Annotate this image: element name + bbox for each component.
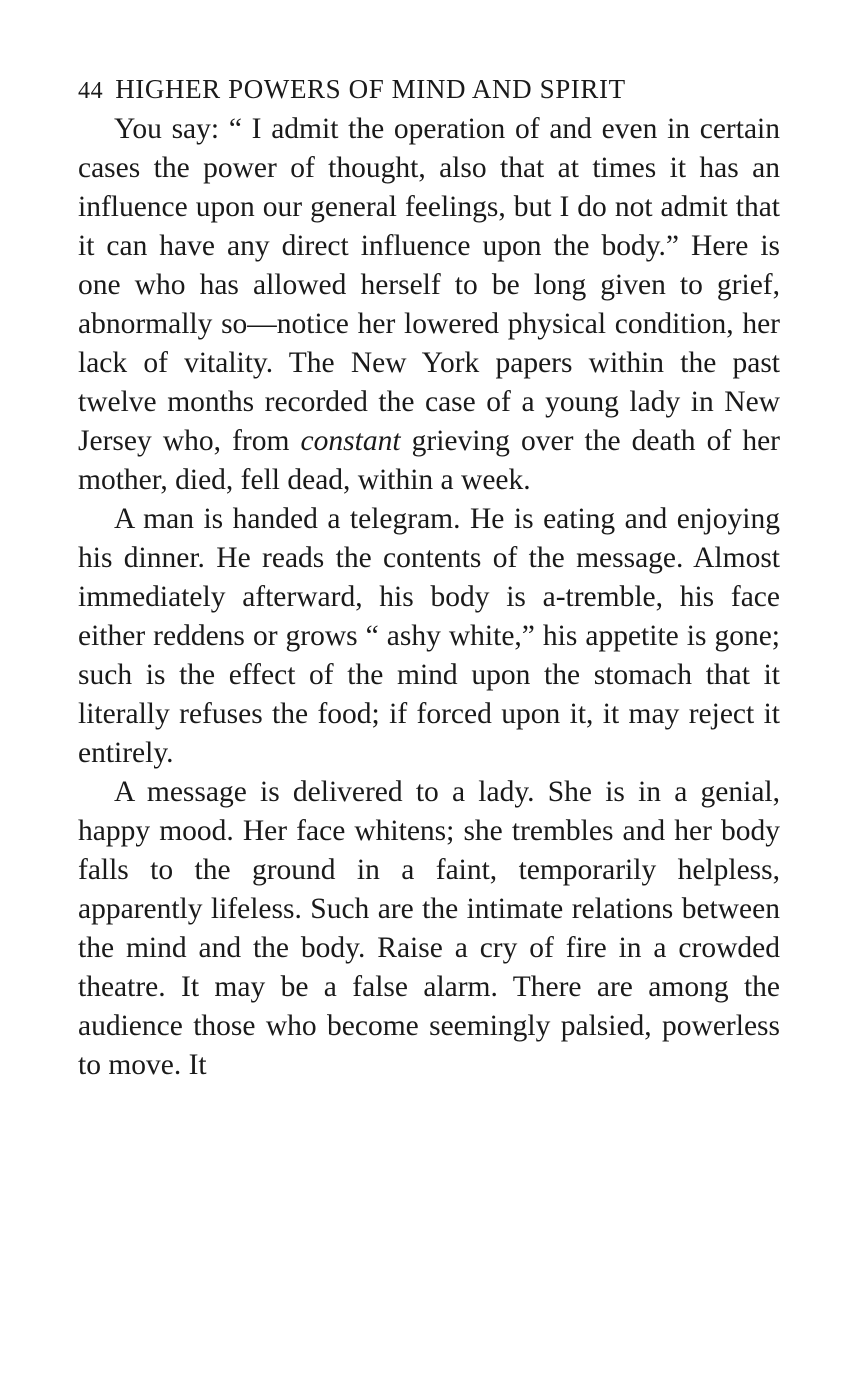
running-head <box>78 72 780 110</box>
emphasis-word: constant <box>300 425 401 457</box>
paragraph-2: A man is handed a telegram. He is eating and enjoying his dinner. He reads the contents of the message. Almost immediately afterward, his body is a-tremble, his face either reddens or grows “ ashy white,” his appetite is gone; such is the effect of the mind upon the stomach that it literally refuses the food; if forced upon it, it may reject it entirely. <box>78 503 780 769</box>
page-number: 44 <box>78 78 104 104</box>
paragraph-1-text-end: grieving over the death of her mother, died, fell dead, within a week. <box>78 425 780 496</box>
paragraph-1 <box>78 110 780 500</box>
book-page <box>78 72 780 1085</box>
paragraph-3: A message is delivered to a lady. She is in a genial, happy mood. Her face whitens; she trembles and her body falls to the ground in a faint, temporarily helpless, apparently lifeless. Such are the intimate relations between the mind and the body. Raise a cry of fire in a crowded theatre. It may be a false alarm. There are among the audience those who become seemingly palsied, powerless to move. It <box>78 776 780 1081</box>
running-title: HIGHER POWERS OF MIND AND SPIRIT <box>115 74 626 104</box>
paragraph-1-text: You say: “ I admit the operation of and even in certain cases the power of thought, also that at times it has an influence upon our general feelings, but I do not admit that it can have any direct influence upon the body.” Here is one who has allowed herself to be long given to grief, abnormally so—notice her lowered physical condition, her lack of vitality. The New York papers within the past twelve months recorded the case of a young lady in New Jersey who, from <box>78 113 780 457</box>
